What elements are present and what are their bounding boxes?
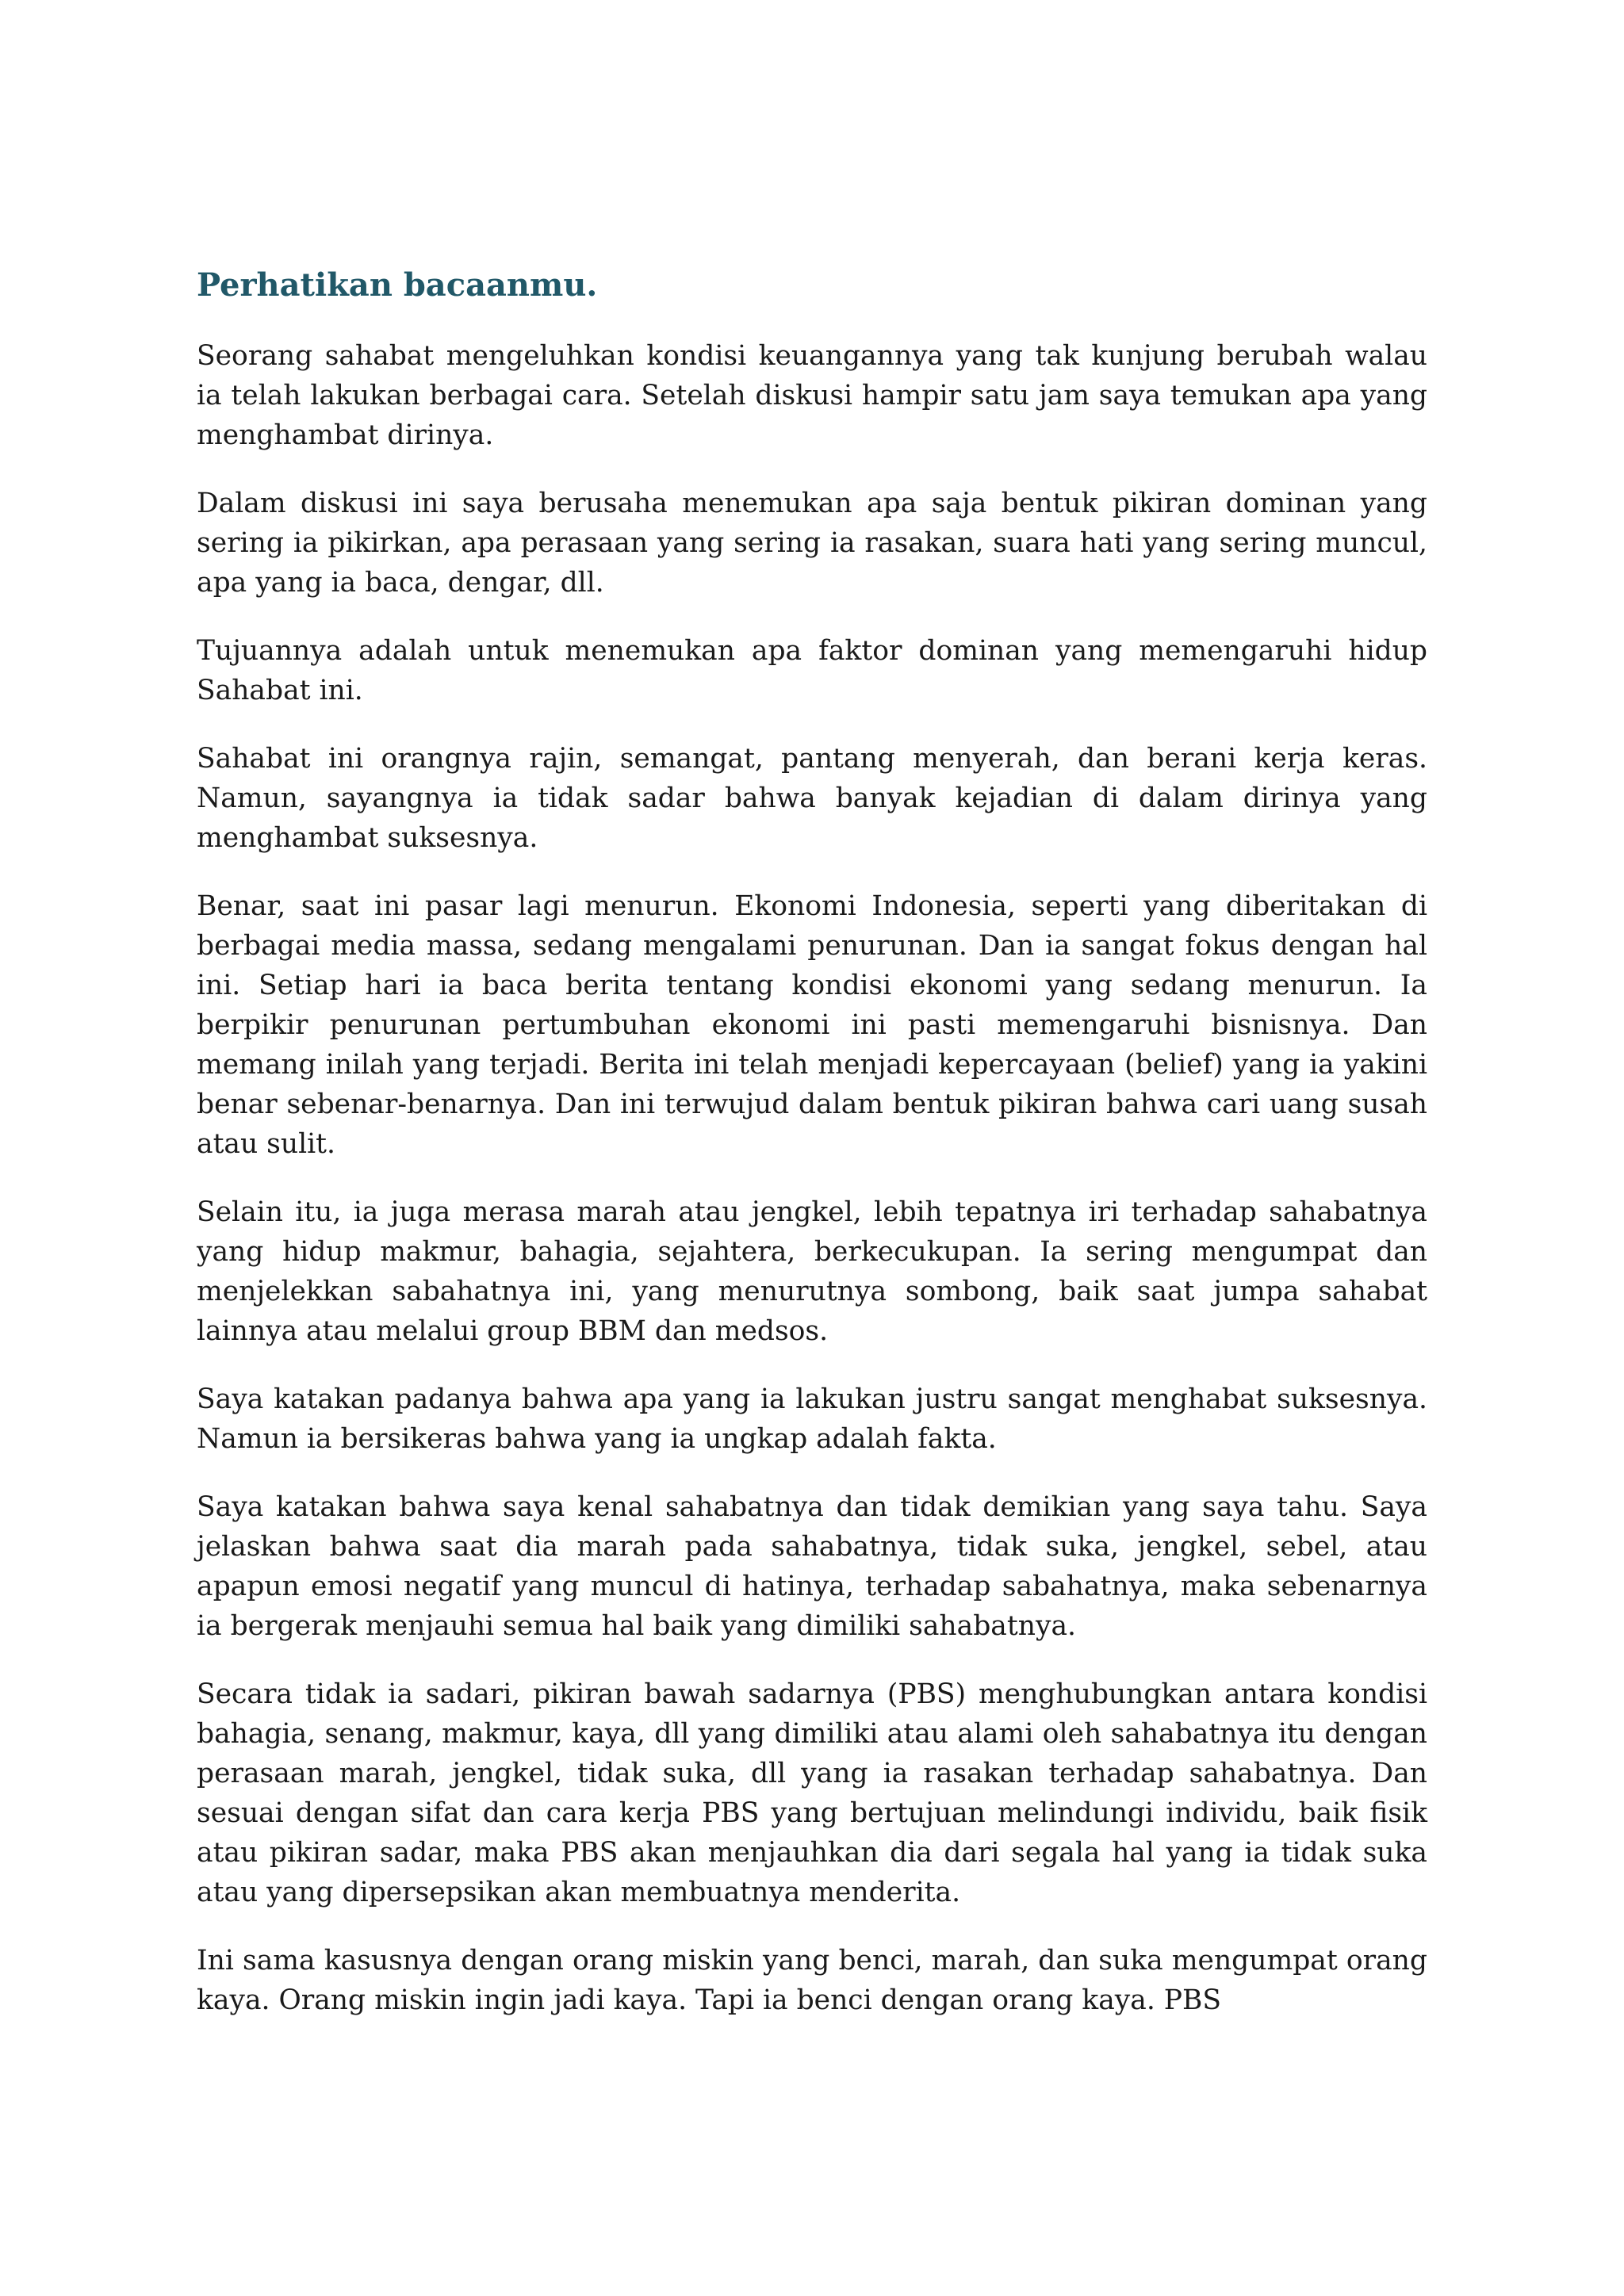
paragraph: Saya katakan padanya bahwa apa yang ia lakukan justru sangat menghabat suksesnya. Namun ia bersikeras bahwa yang ia ungkap adalah fakta. <box>197 1383 1427 1455</box>
document-page <box>197 262 1427 2049</box>
paragraph: Secara tidak ia sadari, pikiran bawah sadarnya (PBS) menghubungkan antara kondisi bahagia, senang, makmur, kaya, dll yang dimiliki atau alami oleh sahabatnya itu dengan perasaan marah, jengkel, tidak suka, dll yang ia rasakan terhadap sahabatnya. Dan sesuai dengan sifat dan cara kerja PBS yang bertujuan melindungi individu, baik fisik atau pikiran sadar, maka PBS akan menjauhkan dia dari segala hal yang ia tidak suka atau yang dipersepsikan akan membuatnya menderita. <box>197 1678 1427 1908</box>
paragraph: Saya katakan bahwa saya kenal sahabatnya dan tidak demikian yang saya tahu. Saya jelaskan bahwa saat dia marah pada sahabatnya, tidak suka, jengkel, sebel, atau apapun emosi negatif yang muncul di hatinya, terhadap sabahatnya, maka sebenarnya ia bergerak menjauhi semua hal baik yang dimiliki sahabatnya. <box>197 1491 1427 1642</box>
paragraph: Ini sama kasusnya dengan orang miskin yang benci, marah, dan suka mengumpat orang kaya. Orang miskin ingin jadi kaya. Tapi ia benci dengan orang kaya. PBS <box>197 1945 1427 2016</box>
paragraph: Seorang sahabat mengeluhkan kondisi keuangannya yang tak kunjung berubah walau ia telah lakukan berbagai cara. Setelah diskusi hampir satu jam saya temukan apa yang menghambat dirinya. <box>197 340 1427 451</box>
paragraph: Sahabat ini orangnya rajin, semangat, pantang menyerah, dan berani kerja keras. Namun, sayangnya ia tidak sadar bahwa banyak kejadian di dalam dirinya yang menghambat suksesnya. <box>197 743 1427 854</box>
document-heading: Perhatikan bacaanmu. <box>197 266 598 304</box>
paragraph: Tujuannya adalah untuk menemukan apa faktor dominan yang memengaruhi hidup Sahabat ini. <box>197 635 1427 706</box>
paragraph: Selain itu, ia juga merasa marah atau jengkel, lebih tepatnya iri terhadap sahabatnya yang hidup makmur, bahagia, sejahtera, berkecukupan. Ia sering mengumpat dan menjelekkan sabahatnya ini, yang menurutnya sombong, baik saat jumpa sahabat lainnya atau melalui group BBM dan medsos. <box>197 1196 1427 1347</box>
paragraph: Benar, saat ini pasar lagi menurun. Ekonomi Indonesia, seperti yang diberitakan di berbagai media massa, sedang mengalami penurunan. Dan ia sangat fokus dengan hal ini. Setiap hari ia baca berita tentang kondisi ekonomi yang sedang menurun. Ia berpikir penurunan pertumbuhan ekonomi ini pasti memengaruhi bisnisnya. Dan memang inilah yang terjadi. Berita ini telah menjadi kepercayaan (belief) yang ia yakini benar sebenar-benarnya. Dan ini terwujud dalam bentuk pikiran bahwa cari uang susah atau sulit. <box>197 890 1427 1160</box>
paragraph: Dalam diskusi ini saya berusaha menemukan apa saja bentuk pikiran dominan yang sering ia pikirkan, apa perasaan yang sering ia rasakan, suara hati yang sering muncul, apa yang ia baca, dengar, dll. <box>197 488 1427 599</box>
